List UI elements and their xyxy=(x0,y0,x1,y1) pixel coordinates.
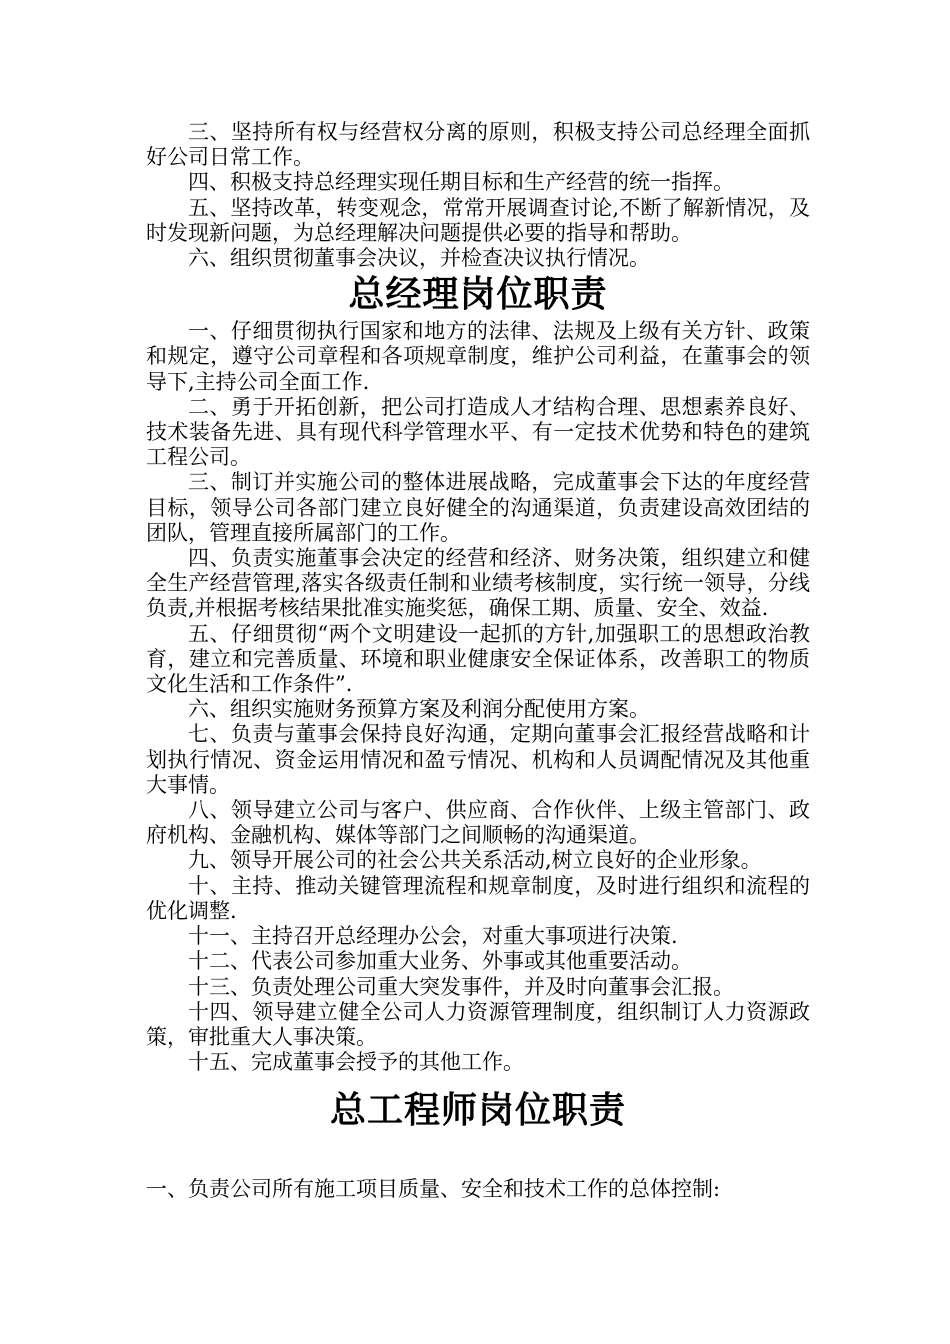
paragraph: 十、主持、推动关键管理流程和规章制度，及时进行组织和流程的优化调整. xyxy=(146,873,810,923)
paragraph: 十四、领导建立健全公司人力资源管理制度，组织制订人力资源政策，审批重大人事决策。 xyxy=(146,999,810,1049)
paragraph: 二、勇于开拓创新，把公司打造成人才结构合理、思想素养良好、技术装备先进、具有现代科学管理水平、有一定技术优势和特色的建筑工程公司。 xyxy=(146,394,810,470)
section-title: 总工程师岗位职责 xyxy=(329,1090,626,1132)
paragraph: 三、制订并实施公司的整体进展战略，完成董事会下达的年度经营目标，领导公司各部门建立良好健全的沟通渠道，负责建设高效团结的团队，管理直接所属部门的工作。 xyxy=(146,470,810,545)
paragraph: 一、仔细贯彻执行国家和地方的法律、法规及上级有关方针、政策和规定，遵守公司章程和各项规章制度，维护公司利益，在董事会的领导下,主持公司全面工作. xyxy=(146,319,810,394)
section-general-manager xyxy=(146,273,810,1075)
paragraph: 七、负责与董事会保持良好沟通，定期向董事会汇报经营战略和计划执行情况、资金运用情况和盈亏情况、机构和人员调配情况及其他重大事情。 xyxy=(146,722,810,797)
paragraph: 十二、代表公司参加重大业务、外事或其他重要活动。 xyxy=(188,949,692,974)
paragraph: 十五、完成董事会授予的其他工作。 xyxy=(188,1050,524,1075)
paragraph: 八、领导建立公司与客户、供应商、合作伙伴、上级主管部门、政府机构、金融机构、媒体等部门之间顺畅的沟通渠道。 xyxy=(146,798,810,848)
paragraph: 六、组织实施财务预算方案及利润分配使用方案。 xyxy=(188,697,650,722)
document-content xyxy=(146,120,810,1203)
paragraph: 一、负责公司所有施工项目质量、安全和技术工作的总体控制: xyxy=(146,1177,721,1202)
section-chief-engineer xyxy=(146,1089,810,1202)
paragraph: 三、坚持所有权与经营权分离的原则，积极支持公司总经理全面抓好公司日常工作。 xyxy=(146,120,810,170)
paragraph: 四、负责实施董事会决定的经营和经济、财务决策，组织建立和健全生产经营管理,落实各级责任制和业绩考核制度，实行统一领导，分线负责,并根据考核结果批准实施奖惩，确保工期、质量、安全、效益. xyxy=(146,546,810,621)
paragraph: 十一、主持召开总经理办公会，对重大事项进行决策. xyxy=(188,924,678,949)
paragraph: 五、坚持改革，转变观念，常常开展调查讨论,不断了解新情况，及时发现新问题，为总经理解决问题提供必要的指导和帮助。 xyxy=(146,195,810,245)
paragraph: 九、领导开展公司的社会公共关系活动,树立良好的企业形象。 xyxy=(188,848,762,873)
paragraph: 四、积极支持总经理实现任期目标和生产经营的统一指挥。 xyxy=(188,170,734,195)
paragraph: 五、仔细贯彻“两个文明建设一起抓的方针,加强职工的思想政治教育，建立和完善质量、环境和职业健康安全保证体系，改善职工的物质文化生活和工作条件”. xyxy=(146,621,810,697)
section-title: 总经理岗位职责 xyxy=(348,274,608,316)
section-board-duties xyxy=(146,120,810,271)
paragraph: 六、组织贯彻董事会决议，并检查决议执行情况。 xyxy=(188,246,650,271)
paragraph: 十三、负责处理公司重大突发事件，并及时向董事会汇报。 xyxy=(188,974,734,999)
